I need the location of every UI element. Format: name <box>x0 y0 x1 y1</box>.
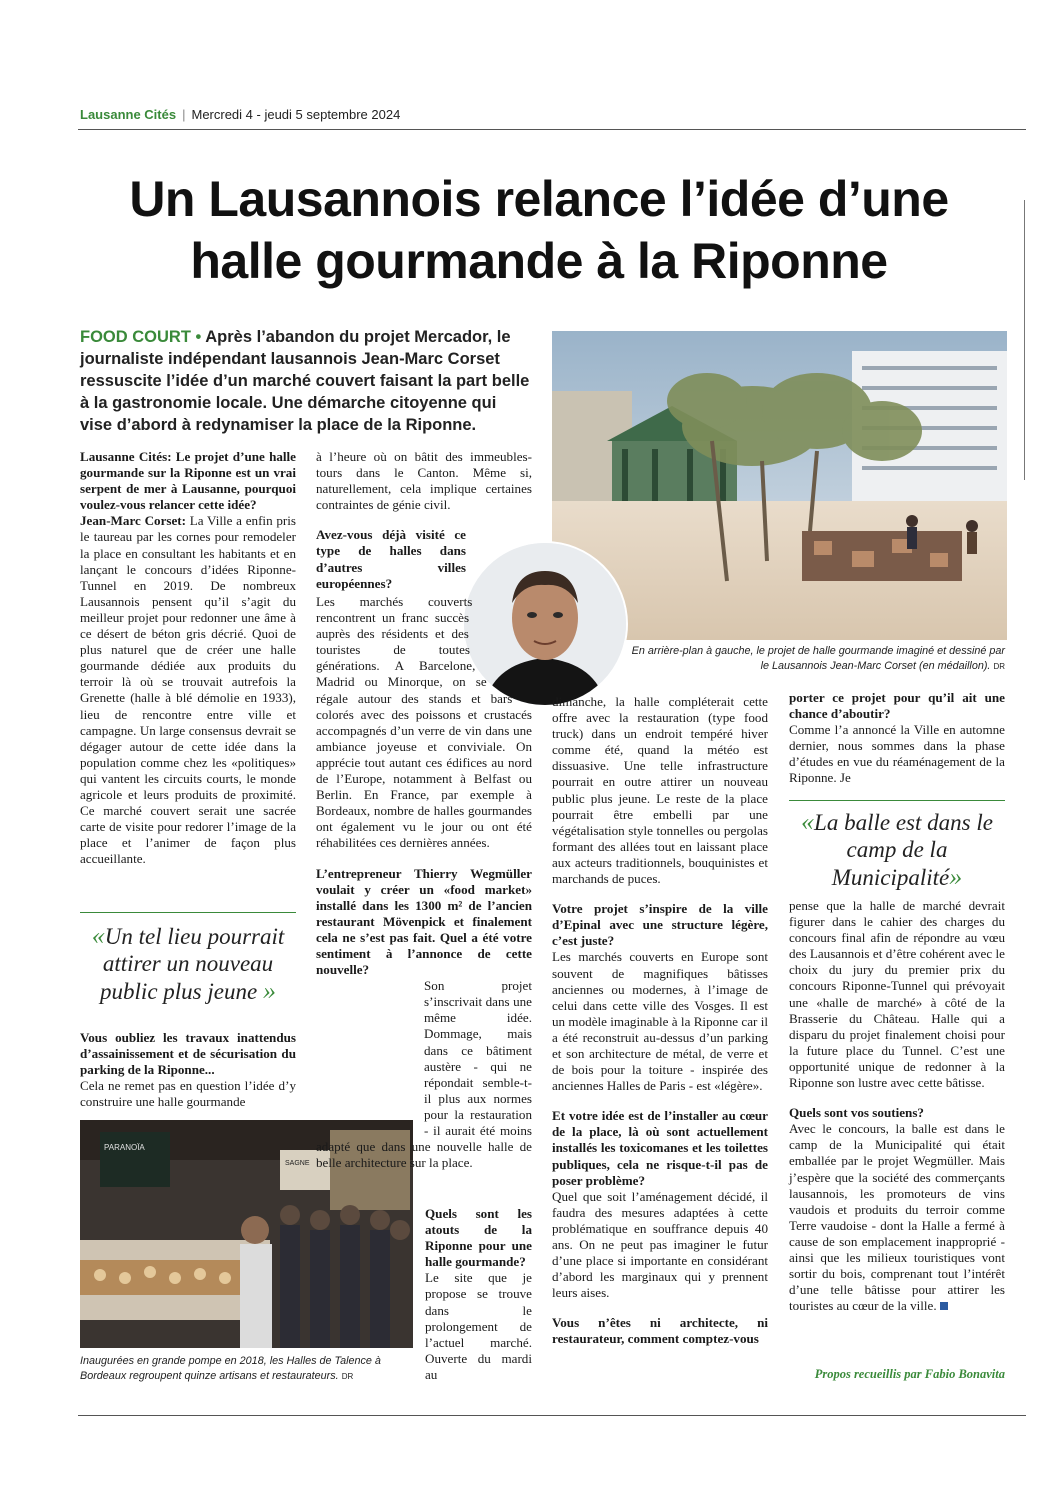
answer-6: Les marchés couverts en Europe sont souvent de magnifiques bâtisses anciennes ou modernes, à l’image de celui dans cette ville des Vosges. Il est un modèle imaginable à la Riponne car il a été reconstruit au-dessus d’un parking et son architecture de métal, de verre et de bois pour la toiture - inspirée des anciennes Halles de Paris - est «légère». <box>552 949 768 1094</box>
column-4-bottom <box>789 898 1005 1328</box>
headline <box>60 168 1018 292</box>
main-photo-caption-text: En arrière-plan à gauche, le projet de halle gourmande imaginé et dessiné par le Lausannois Jean-Marc Corset (en médaillon). <box>631 645 1005 672</box>
question-9: Quels sont vos soutiens? <box>789 1105 924 1121</box>
pullquote-2 <box>789 808 1005 891</box>
column-4-top <box>789 690 1005 801</box>
market-photo-credit: DR <box>341 1371 354 1381</box>
pullquote-1-rule <box>80 912 296 913</box>
page-header <box>80 107 400 122</box>
main-photo-credit: DR <box>993 661 1005 671</box>
question-8-continued: porter ce projet pour qu’il ait une chance d’aboutir? <box>789 690 1005 722</box>
pullquote-1 <box>80 922 296 1005</box>
question-3: Avez-vous déjà visité ce type de halles dans d’autres villes européennes? <box>316 527 466 591</box>
answer-4-text: Son projet s’inscrivait dans une même idée. Dommage, mais dans ce bâtiment austère - qui ne répondait semble-t-il plus aux normes pour la restauration - il aurait été moins adapté que dans une nouvelle halle de belle architecture sur la place. <box>316 978 532 1171</box>
column-3 <box>552 694 768 1348</box>
headline-line-2: halle gourmande à la Riponne <box>190 233 888 289</box>
lead-kicker: FOOD COURT • <box>80 328 202 346</box>
signature: Propos recueillis par Fabio Bonavita <box>814 1367 1005 1381</box>
header-separator: | <box>182 107 186 122</box>
answer-5: Le site que je propose se trouve dans le prolongement de l’actuel marché. Ouverte du mardi au <box>425 1270 532 1382</box>
publication-name: Lausanne Cités <box>80 107 177 122</box>
answer-3 <box>316 594 532 852</box>
question-6: Votre projet s’inspire de la ville d’Epinal avec une structure légère, c’est juste? <box>552 901 768 949</box>
answer-4 <box>316 978 532 1171</box>
column-2-top <box>316 449 532 592</box>
answer-3-text: Les marchés couverts rencontrent un franc succès auprès des résidents et des touristes de toutes générations. A Barcelone, Madrid ou Minorque, on se régale autour des stands et bars colorés avec des poissons et crustacés accompagnés d’un verre de vin dans une ambiance joyeuse et conviviale. On apprécie tout autant ces édifices au nord de l’Europe, notamment à Belfast ou Berlin. En France, par exemple à Bordeaux, nombre de halles gourmandes ont également vu le jour ou ont été réhabilitées ces dernières années. <box>316 594 532 851</box>
lead-paragraph <box>80 326 530 436</box>
market-photo-caption <box>80 1354 410 1384</box>
pullquote-2-rule <box>789 800 1005 801</box>
pullquote-2-open: « <box>801 807 815 836</box>
question-5: Quels sont les atouts de la Riponne pour une halle gourmande? <box>425 1206 532 1270</box>
answer-5-continued: dimanche, la halle compléterait cette offre avec la restauration (type food truck) dans un endroit tempéré hiver comme été, quand la météo est dissuasive. Une telle infrastructure pourrait en outre attirer un nouveau public plus jeune. Le reste de la place pourrait être embelli par une végétalisation style tonnelles ou pergolas formant des allées tout en laissant place aux acteurs traditionnels, bouquinistes et marchands de puces. <box>552 694 768 887</box>
answer-9 <box>789 1121 1005 1314</box>
market-sign-2: SAGNE <box>285 1160 310 1167</box>
issue-date: Mercredi 4 - jeudi 5 septembre 2024 <box>191 107 401 122</box>
photo-wrap <box>316 1042 424 1132</box>
pullquote-2-text: La balle est dans le camp de la Municipalité <box>814 810 993 890</box>
column-1 <box>80 449 296 881</box>
pullquote-1-text: Un tel lieu pourrait attirer un nouveau public plus jeune <box>100 924 285 1004</box>
market-photo-caption-text: Inaugurées en grande pompe en 2018, les Halles de Talence à Bordeaux regroupent quinze artisans et restaurateurs. <box>80 1355 381 1382</box>
pullquote-1-open: « <box>91 921 105 950</box>
footer-rule <box>78 1415 1026 1416</box>
answer-9-text: Avec le concours, la balle est dans le camp de la Municipalité qui était emballée par le projet Wegmüller. Mais j’espère que la société des commerçants lausannois, les promoteurs de vins vaudois et produits du terroir comme Terre vaudoise - dont la Halle a fermé à cause de son emplacement inapproprié - ainsi que les milieux touristiques vont sortir du bois, comprenant tout l’intérêt d’une telle bâtisse pour attirer les touristes au cœur de la ville. <box>789 1121 1005 1314</box>
main-photo-caption <box>622 644 1005 674</box>
question-4: L’entrepreneur Thierry Wegmüller voulait y créer un «food market» installé dans les 1300 m² de l’ancien restaurant Mövenpick et finalement cela ne s’est pas fait. Quel a été votre sentiment à l’annonce de cette nouvelle? <box>316 865 532 978</box>
question-1: Lausanne Cités: Le projet d’une halle gourmande sur la Riponne est un vrai serpent de mer à Lausanne, pourquoi voulez-vous relancer cette idée? <box>80 449 296 513</box>
column-1-continued <box>80 1030 296 1124</box>
end-mark-icon <box>940 1302 948 1310</box>
answer-8-continued: pense que la halle de marché devrait figurer dans le cahier des charges du concours final afin de répondre au vœu des Lausannois et d’être cohérent avec le choix du jury du premier prix du concours Riponne-Tunnel qui prévoyait une «halle de marché» à côté de la Brasserie du Château. Halle qui a disparu du projet finalement choisi pour la future place du Tunnel. C’est une opportunité unique de redonner à la Riponne son lustre avec cette bâtisse. <box>789 898 1005 1091</box>
pullquote-1-close: » <box>262 976 276 1005</box>
question-2: Vous oubliez les travaux inattendus d’assainissement et de sécurisation du parking de la Riponne... <box>80 1030 296 1078</box>
answer-2: Cela ne remet pas en question l’idée d’y construire une halle gourmande <box>80 1078 296 1110</box>
header-rule <box>78 129 1026 130</box>
speaker-label: Jean-Marc Corset: <box>80 513 187 529</box>
edge-rule <box>1024 200 1025 480</box>
column-2-answer-3 <box>316 594 532 1185</box>
answer-8: Comme l’a annoncé la Ville en automne dernier, nous sommes dans la phase d’études en vue du réaménagement de la Riponne. Je <box>789 722 1005 786</box>
column-2-bottom <box>425 1206 532 1397</box>
pullquote-2-close: » <box>949 862 963 891</box>
headline-line-1: Un Lausannois relance l’idée d’une <box>129 171 949 227</box>
lead-text: Après l’abandon du projet Mercador, le journaliste indépendant lausannois Jean-Marc Corset ressuscite l’idée d’un marché couvert faisant la part belle à la gastronomie locale. Une démarche citoyenne qui vise d’abord à redynamiser la place de la Riponne. <box>80 328 530 434</box>
answer-1: La Ville a enfin pris le taureau par les cornes pour remodeler la place en consultant les habitants et en lançant le concours d’idées Riponne-Tunnel en 2019. De nombreux Lausannois pensent qu’il s’agit du meilleur projet pour redonner une âme à ce désert de béton gris décrié. Quoi de plus naturel que de créer une halle gourmande dédiée aux produits du terroir là où se trouvait autrefois la Grenette (halle à blé démolie en 1933), lieu de rencontre entre ville et campagne. Un large consensus devrait se dégager autour de cette idée dans la population comme chez les «politiques» qui vantent les circuits courts, le monde agricole et leurs produits de proximité. Ce marché couvert serait une sacrée carte de visite pour redorer l’image de la place et l’animer de façon plus accueillante. <box>80 513 296 867</box>
question-7: Et votre idée est de l’installer au cœur de la place, là où sont actuellement installés les toxicomanes et les toilettes publiques, cela ne risque-t-il pas de poser problème? <box>552 1108 768 1188</box>
answer-continued: à l’heure où on bâtit des immeubles-tours dans le Canton. Même si, naturellement, cela implique certaines contraintes de génie civil. <box>316 449 532 513</box>
market-sign-1: PARANOÏA <box>104 1143 145 1152</box>
question-8: Vous n’êtes ni architecte, ni restaurateur, comment comptez-vous <box>552 1315 768 1347</box>
answer-7: Quel que soit l’aménagement décidé, il faudra des mesures adaptées à cette problématique en souffrance depuis 40 ans. On ne peut pas imaginer le futur d’une place si importante en considérant d’abord les marginaux qui y prennent leurs aises. <box>552 1188 768 1301</box>
